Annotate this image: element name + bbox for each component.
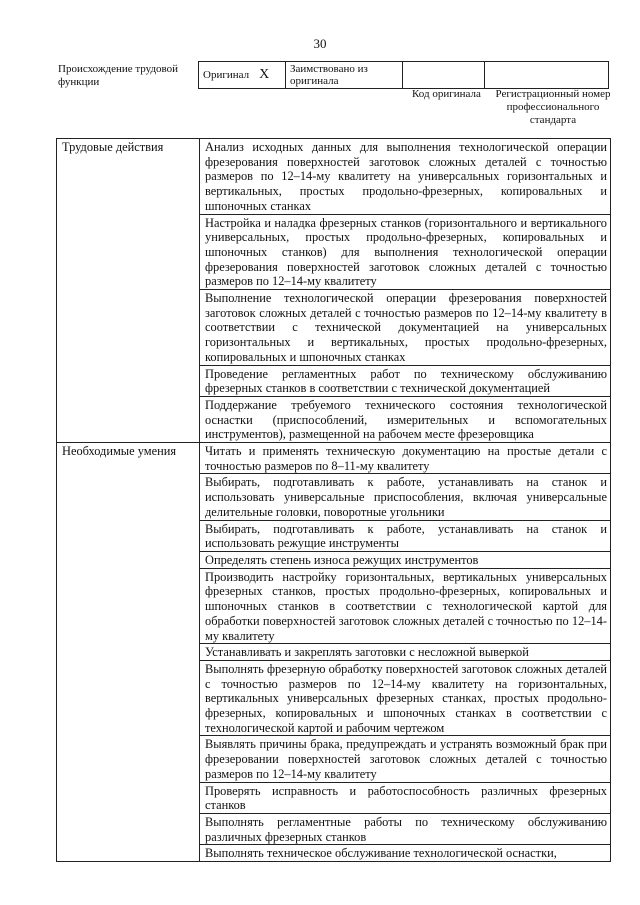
origin-table [198, 61, 609, 89]
function-table [56, 138, 611, 862]
section-item: Анализ исходных данных для выполнения технологической операции фрезерования поверхностей заготовок сложных деталей с точностью размеров по 12–14-му квалитету на универсальных горизонтальных и вертикальных, простых продольно-фрезерных, копировальных и шпоночных станках [200, 139, 611, 215]
original-cell [199, 62, 286, 89]
table-row [57, 443, 611, 474]
section-title: Трудовые действия [57, 139, 200, 443]
section-item: Выявлять причины брака, предупреждать и устранять возможный брак при фрезеровании поверхностей заготовок сложных деталей с точностью размеров по 12–14-му квалитету [200, 736, 611, 782]
section-item: Выполнение технологической операции фрезерования поверхностей заготовок сложных деталей с точностью размеров по 12–14-му квалитету в соответствии с технической документацией на универсальных горизонтальных и вертикальных, простых продольно-фрезерных, копировальных и шпоночных станках [200, 290, 611, 366]
section-title: Необходимые умения [57, 443, 200, 862]
section-item: Проверять исправность и работоспособность различных фрезерных станков [200, 782, 611, 813]
section-item: Проведение регламентных работ по техническому обслуживанию фрезерных станков в соответствии с технической документацией [200, 365, 611, 396]
code-label: Код оригинала [412, 88, 481, 100]
code-cell [403, 62, 485, 89]
original-mark: X [259, 67, 270, 82]
section-item: Выполнять регламентные работы по техническому обслуживанию различных фрезерных станков [200, 813, 611, 844]
origin-label: Происхождение трудовой функции [58, 63, 179, 88]
reg-number-label: Регистрационный номер профессионального стандарта [495, 88, 611, 126]
table-row [57, 139, 611, 215]
section-item: Устанавливать и закреплять заготовки с несложной выверкой [200, 644, 611, 661]
section-item: Поддержание требуемого технического состояния технологической оснастки (приспособлений, измерительных и вспомогательных инструментов), размещенной на рабочем месте фрезеровщика [200, 396, 611, 442]
section-item: Производить настройку горизонтальных, вертикальных универсальных фрезерных станков, простых продольно-фрезерных, копировальных и шпоночных станков в соответствии с технологической картой для обработки поверхностей заготовок сложных деталей с точностью по 12–14-му квалитету [200, 568, 611, 644]
reg-number-cell [485, 62, 609, 89]
section-item: Настройка и наладка фрезерных станков (горизонтального и вертикального универсальных, простых продольно-фрезерных, копировальных и шпоночных станков) для выполнения технологической операции фрезерования поверхностей заготовок сложных деталей с точностью размеров по 12–14-му квалитету [200, 214, 611, 290]
section-item: Читать и применять техническую документацию на простые детали с точностью размеров по 8–11-му квалитету [200, 443, 611, 474]
section-item: Выполнять техническое обслуживание технологической оснастки, [200, 845, 611, 862]
section-item: Определять степень износа режущих инструментов [200, 551, 611, 568]
section-item: Выбирать, подготавливать к работе, устанавливать на станок и использовать режущие инструменты [200, 520, 611, 551]
section-item: Выбирать, подготавливать к работе, устанавливать на станок и использовать универсальные приспособления, включая универсальные делительные головки, поворотные угольники [200, 474, 611, 520]
page-number: 30 [313, 36, 327, 51]
borrowed-cell [286, 62, 403, 89]
original-label: Оригинал [203, 69, 250, 81]
section-item: Выполнять фрезерную обработку поверхностей заготовок сложных деталей с точностью размеров по 12–14-му квалитету на горизонтальных, вертикальных универсальных фрезерных станках, простых продольно-фрезерных, копировальных и шпоночных станках в соответствии с технологической картой и рабочим чертежом [200, 660, 611, 736]
borrowed-label: Заимствовано из оригинала [290, 63, 368, 87]
